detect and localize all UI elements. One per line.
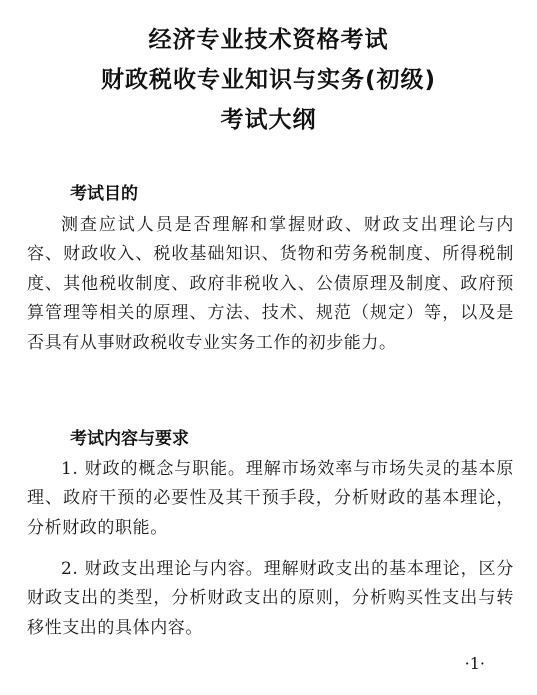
title-line-exam-name: 经济专业技术资格考试	[148, 27, 389, 53]
document-title	[0, 20, 537, 140]
heading-exam-content: 考试内容与要求	[70, 429, 189, 449]
page-number: ·1·	[464, 654, 485, 673]
heading-exam-purpose: 考试目的	[70, 184, 138, 204]
paragraph-exam-purpose: 测查应试人员是否理解和掌握财政、财政支出理论与内容、财政收入、税收基础知识、货物和劳务税制度、所得税制度、其他税收制度、政府非税收入、公债原理及制度、政府预算管理等相关的原理、方法、技术、规范（规定）等，以及是否具有从事财政税收专业实务工作的初步能力。	[27, 215, 514, 353]
paragraph-content-item-1: 1. 财政的概念与职能。理解市场效率与市场失灵的基本原理、政府干预的必要性及其干预手段，分析财政的基本理论，分析财政的职能。	[27, 459, 514, 538]
paragraph-content-item-2: 2. 财政支出理论与内容。理解财政支出的基本理论，区分财政支出的类型，分析财政支出的原则，分析购买性支出与转移性支出的具体内容。	[27, 559, 514, 638]
title-line-subject: 财政税收专业知识与实务(初级)	[100, 67, 437, 93]
title-line-outline: 考试大纲	[220, 107, 317, 133]
